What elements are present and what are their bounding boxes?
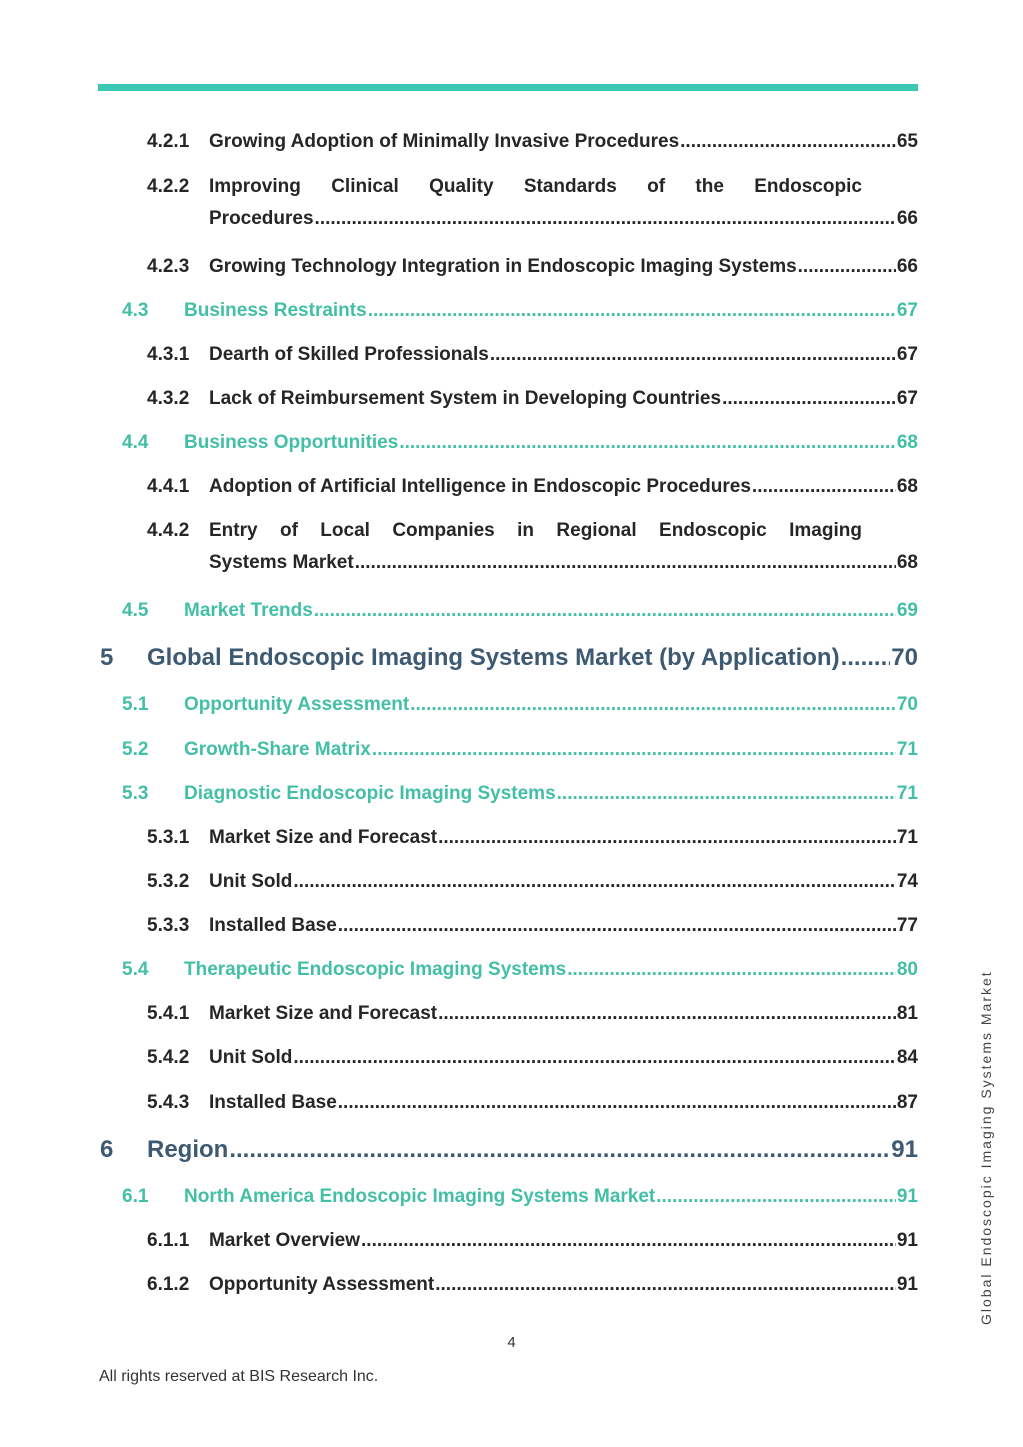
leader-dots	[680, 131, 896, 153]
toc-number: 5.2	[122, 739, 149, 760]
toc-title: Market Size and Forecast	[209, 827, 438, 848]
toc-number: 5	[100, 644, 114, 671]
toc-page: 67	[896, 300, 918, 321]
toc-word: Endoscopic	[659, 520, 767, 541]
toc-title: Opportunity Assessment	[184, 694, 410, 715]
toc-entry-5-2[interactable]	[122, 739, 918, 765]
toc-entry-6-1[interactable]	[122, 1186, 918, 1212]
toc-entry-4-4[interactable]	[122, 432, 918, 458]
leader-dots	[355, 552, 896, 574]
toc-word: Regional	[556, 520, 637, 541]
toc-number: 4.2.3	[147, 256, 190, 277]
toc-entry-4-3[interactable]	[122, 300, 918, 326]
toc-title: Market Size and Forecast	[209, 1003, 438, 1024]
leader-dots	[435, 1274, 896, 1296]
leader-dots	[438, 827, 896, 849]
toc-entry-5-3[interactable]	[122, 783, 918, 809]
toc-number: 5.3	[122, 783, 149, 804]
toc-title: Business Restraints	[184, 300, 367, 321]
leader-dots	[338, 915, 896, 937]
toc-page: 87	[896, 1092, 918, 1113]
toc-entry-5-3-1[interactable]	[147, 827, 918, 853]
toc-number: 6	[100, 1136, 114, 1163]
toc-word: Imaging	[789, 520, 862, 541]
toc-entry-6-1-1[interactable]	[147, 1230, 918, 1256]
toc-title: Growing Adoption of Minimally Invasive Procedures	[209, 131, 680, 152]
toc-page: 68	[896, 432, 918, 453]
toc-number: 4.4.1	[147, 476, 190, 497]
toc-page: 71	[896, 739, 918, 760]
toc-number: 4.2.2	[147, 176, 190, 197]
toc-number: 5.3.1	[147, 827, 190, 848]
toc-title: Growing Technology Integration in Endoscopic Imaging Systems	[209, 256, 797, 277]
toc-number: 4.3	[122, 300, 149, 321]
toc-title-line2: Procedures	[209, 208, 314, 229]
side-report-title: Global Endoscopic Imaging Systems Market	[978, 970, 994, 1325]
toc-entry-6[interactable]	[100, 1136, 918, 1168]
leader-dots	[338, 1092, 896, 1114]
leader-dots	[314, 600, 896, 622]
toc-word: Standards	[523, 176, 617, 197]
toc-word: the	[695, 176, 724, 197]
toc-page: 91	[896, 1230, 918, 1251]
toc-page: 70	[896, 694, 918, 715]
leader-dots	[361, 1230, 896, 1252]
toc-page: 67	[896, 388, 918, 409]
leader-dots	[557, 783, 896, 805]
leader-dots	[229, 1136, 890, 1164]
toc-entry-5-4[interactable]	[122, 959, 918, 985]
toc-title: Installed Base	[209, 1092, 337, 1113]
toc-page: 66	[896, 208, 918, 229]
toc-title: Growth-Share Matrix	[184, 739, 371, 760]
toc-title-line1	[209, 520, 918, 542]
toc-page: 74	[896, 871, 918, 892]
toc-title: Opportunity Assessment	[209, 1274, 435, 1295]
toc-page: 69	[896, 600, 918, 621]
toc-title: Business Opportunities	[184, 432, 399, 453]
footer-copyright: All rights reserved at BIS Research Inc.	[99, 1368, 379, 1385]
toc-number: 5.4.3	[147, 1092, 190, 1113]
leader-dots	[438, 1003, 896, 1025]
toc-title: Unit Sold	[209, 871, 293, 892]
leader-dots	[841, 644, 891, 672]
toc-page: 80	[896, 959, 918, 980]
toc-number: 6.1	[122, 1186, 149, 1207]
toc-title: Market Overview	[209, 1230, 361, 1251]
leader-dots	[293, 871, 895, 893]
leader-dots	[656, 1186, 896, 1208]
toc-title: Region	[147, 1136, 229, 1163]
toc-page: 71	[896, 827, 918, 848]
toc-title: Market Trends	[184, 600, 313, 621]
toc-word: in	[517, 520, 535, 541]
toc-entry-4-5[interactable]	[122, 600, 918, 626]
toc-number: 4.4.2	[147, 520, 190, 541]
toc-title: Global Endoscopic Imaging Systems Market (by Application)	[147, 644, 840, 671]
leader-dots	[293, 1047, 895, 1069]
toc-page: 91	[896, 1274, 918, 1295]
toc-title: Unit Sold	[209, 1047, 293, 1068]
toc-page: 71	[896, 783, 918, 804]
toc-entry-5-1[interactable]	[122, 694, 918, 720]
toc-page: 68	[896, 552, 918, 573]
toc-entry-4-3-1[interactable]	[147, 344, 918, 370]
toc-number: 4.5	[122, 600, 149, 621]
leader-dots	[368, 300, 896, 322]
toc-word: Improving	[209, 176, 301, 197]
toc-entry-5-4-2[interactable]	[147, 1047, 918, 1073]
toc-word: Local	[320, 520, 370, 541]
toc-entry-4-2-1[interactable]	[147, 131, 918, 157]
toc-number: 4.2.1	[147, 131, 190, 152]
toc-page: 66	[896, 256, 918, 277]
toc-title: North America Endoscopic Imaging Systems Market	[184, 1186, 656, 1207]
toc-number: 5.4	[122, 959, 149, 980]
toc-page: 91	[891, 1136, 918, 1163]
toc-title-line1	[209, 176, 918, 198]
toc-entry-4-3-2[interactable]	[147, 388, 918, 414]
leader-dots	[399, 432, 896, 454]
leader-dots	[372, 739, 896, 761]
leader-dots	[798, 256, 896, 278]
toc-entry-4-4-2[interactable]	[147, 520, 918, 574]
toc-number: 5.3.2	[147, 871, 190, 892]
toc-page: 81	[896, 1003, 918, 1024]
toc-title: Therapeutic Endoscopic Imaging Systems	[184, 959, 567, 980]
toc-number: 6.1.1	[147, 1230, 190, 1251]
leader-dots	[752, 476, 896, 498]
toc-number: 5.4.1	[147, 1003, 190, 1024]
toc-number: 5.4.2	[147, 1047, 190, 1068]
toc-title: Dearth of Skilled Professionals	[209, 344, 489, 365]
toc-entry-4-2-2[interactable]	[147, 176, 918, 230]
toc-entry-4-4-1[interactable]	[147, 476, 918, 502]
toc-page: 91	[896, 1186, 918, 1207]
toc-word: of	[279, 520, 298, 541]
leader-dots	[722, 388, 896, 410]
toc-title-line2: Systems Market	[209, 552, 354, 573]
toc-number: 5.3.3	[147, 915, 190, 936]
toc-word: Endoscopic	[754, 176, 862, 197]
toc-number: 4.3.1	[147, 344, 190, 365]
toc-entry-5-3-3[interactable]	[147, 915, 918, 941]
toc-entry-5-3-2[interactable]	[147, 871, 918, 897]
toc-page: 84	[896, 1047, 918, 1068]
toc-page: 70	[891, 644, 918, 671]
toc-title: Adoption of Artificial Intelligence in Endoscopic Procedures	[209, 476, 751, 497]
toc-entry-4-2-3[interactable]	[147, 256, 918, 282]
toc-entry-5-4-3[interactable]	[147, 1092, 918, 1118]
toc-word: Companies	[392, 520, 495, 541]
toc-number: 6.1.2	[147, 1274, 190, 1295]
page-number: 4	[507, 1334, 516, 1351]
toc-word: of	[647, 176, 666, 197]
toc-page: 68	[896, 476, 918, 497]
toc-number: 4.3.2	[147, 388, 190, 409]
toc-page: 65	[896, 131, 918, 152]
leader-dots	[490, 344, 896, 366]
toc-word: Clinical	[331, 176, 399, 197]
leader-dots	[410, 694, 896, 716]
toc-entry-6-1-2[interactable]	[147, 1274, 918, 1300]
leader-dots	[567, 959, 896, 981]
leader-dots	[315, 208, 896, 230]
toc-word: Quality	[429, 176, 494, 197]
toc-entry-5-4-1[interactable]	[147, 1003, 918, 1029]
toc-number: 4.4	[122, 432, 149, 453]
toc-page: 67	[896, 344, 918, 365]
toc-number: 5.1	[122, 694, 149, 715]
toc-title: Lack of Reimbursement System in Developing Countries	[209, 388, 722, 409]
toc-title: Installed Base	[209, 915, 337, 936]
toc-entry-5[interactable]	[100, 644, 918, 676]
toc-page: 77	[896, 915, 918, 936]
toc-word: Entry	[209, 520, 258, 541]
toc-title: Diagnostic Endoscopic Imaging Systems	[184, 783, 556, 804]
